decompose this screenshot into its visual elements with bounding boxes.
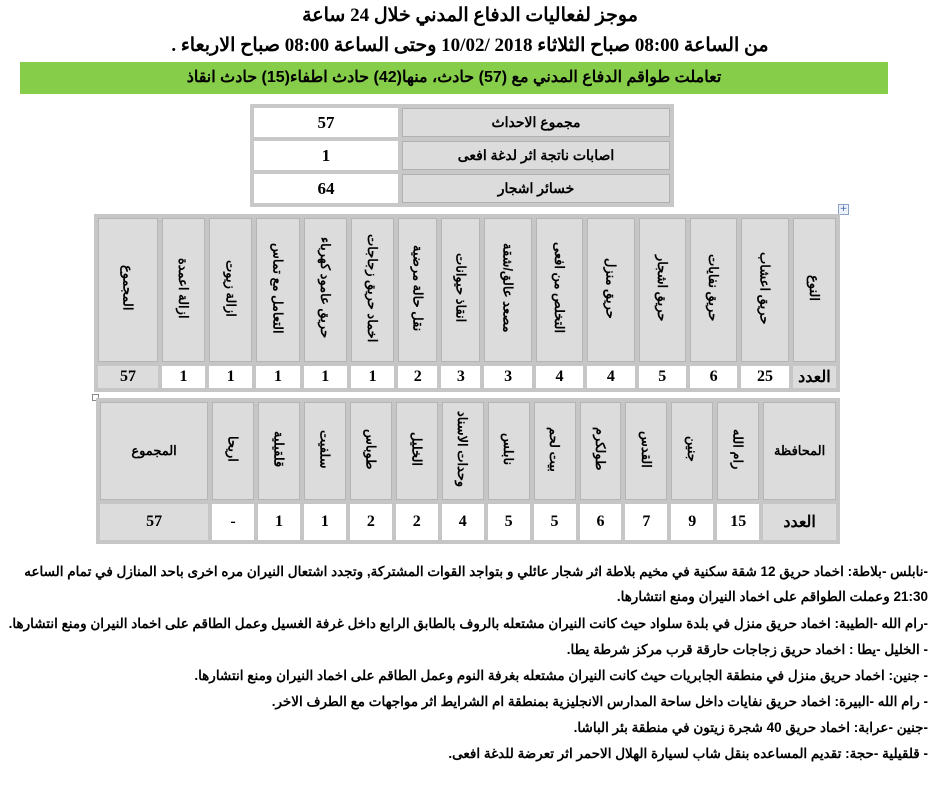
note-item: - رام الله -البيرة: اخماد حريق نفايات داخل ساحة المدارس الانجليزية بمنطقة ام الشرايط اثر مواجهات مع الطرف الاخر.: [271, 694, 928, 709]
type-label: ازالة زيوت: [223, 259, 239, 317]
note-item: - قلقيلية -حجة: تقديم المساعده بنقل شاب لسيارة الهلال الاحمر اثر تعرضة للدغة افعى.: [448, 746, 928, 761]
gov-header-cell: [580, 402, 622, 500]
gov-count: 6: [580, 504, 622, 540]
type-label: التخلص من افعى: [552, 242, 568, 334]
type-label: نقل حالة مرضية: [410, 244, 426, 332]
summary-table: [250, 104, 674, 207]
gov-header-cell: [671, 402, 713, 500]
gov-header-cell: [350, 402, 392, 500]
gov-count-row: [100, 504, 836, 540]
type-label: انقاذ حيوانات: [453, 253, 469, 323]
type-label: حريق نفايات: [706, 254, 722, 322]
type-label: مصعد عالق/شقة: [500, 243, 516, 333]
gov-label: الخليل: [409, 431, 425, 467]
gov-header-cell: [442, 402, 484, 500]
types-total-label: المجموع: [120, 265, 136, 311]
type-count: 6: [690, 366, 737, 388]
types-total: 57: [98, 366, 158, 388]
type-label: التعامل مع تماس: [270, 242, 286, 334]
type-header-cell: [639, 218, 686, 362]
type-label: حريق اشجار: [654, 254, 670, 322]
gov-total-label: المجموع: [100, 402, 208, 500]
gov-count: 9: [671, 504, 713, 540]
gov-header-cell: [396, 402, 438, 500]
summary-banner: تعاملت طواقم الدفاع المدني مع (57) حادث، منها(42) حادث اطفاء(15) حادث انقاذ: [20, 62, 888, 94]
type-header-cell: [587, 218, 634, 362]
gov-header-cell: [625, 402, 667, 500]
gov-count: 7: [625, 504, 667, 540]
type-count: 1: [304, 366, 347, 388]
summary-row: [254, 108, 670, 137]
type-header-cell: [690, 218, 737, 362]
summary-label: اصابات ناتجة اثر لدغة افعى: [402, 141, 670, 170]
gov-label: قلقيلية: [271, 430, 287, 468]
type-count: 4: [587, 366, 634, 388]
type-count: 1: [209, 366, 252, 388]
gov-header-row: [100, 402, 836, 500]
note-item: -جنين -عرابة: اخماد حريق 40 شجرة زيتون في منطقة بئر الباشا.: [573, 720, 928, 735]
gov-header-cell: [258, 402, 300, 500]
type-header-cell: [441, 218, 480, 362]
gov-label: نابلس: [501, 432, 517, 466]
gov-count: 5: [488, 504, 530, 540]
gov-row-header: المحافظة: [763, 402, 836, 500]
type-count: 3: [484, 366, 531, 388]
gov-label: رام الله: [730, 428, 746, 470]
type-header-cell: [484, 218, 531, 362]
summary-label: مجموع الاحداث: [402, 108, 670, 137]
gov-label: القدس: [638, 430, 654, 468]
governorates-table: [96, 398, 840, 544]
gov-header-cell: [717, 402, 759, 500]
gov-count: 5: [534, 504, 576, 540]
gov-count: 4: [442, 504, 484, 540]
note-item: -نابلس -بلاطة: اخماد حريق 12 شقة سكنية في مخيم بلاطة اثر شجار عائلي و بتواجد القوات المشتركة, وتجدد اشتعال النيران مره اخرى باحد المنازل في تمام الساعه 21:30 وعملت الطواقم على اخماد النيران ومنع انتشارها.: [24, 564, 928, 604]
summary-value: 64: [254, 174, 398, 203]
type-header-cell: [398, 218, 437, 362]
type-label: اخماد حريق زجاجات: [365, 233, 381, 343]
incident-notes: [8, 559, 928, 765]
gov-count: 15: [717, 504, 759, 540]
gov-count: 2: [396, 504, 438, 540]
gov-header-cell: [534, 402, 576, 500]
type-header-cell: [209, 218, 252, 362]
types-count-label: العدد: [793, 366, 836, 388]
type-label: ازالة اعمدة: [176, 257, 191, 319]
gov-label: سلفيت: [317, 429, 333, 469]
note-item: - جنين: اخماد حريق منزل في منطقة الجابريات حيث كانت النيران مشتعله بغرفة النوم وعمل الطاقم على اخماد النيران ومنع انتشارها.: [194, 668, 928, 683]
type-count: 2: [398, 366, 437, 388]
gov-total: 57: [100, 504, 208, 540]
report-period: من الساعة 08:00 صباح الثلاثاء 2018 /10/02 وحتى الساعة 08:00 صباح الاربعاء .: [171, 35, 769, 56]
note-item: -رام الله -الطيبة: اخماد حريق منزل في بلدة سلواد حيث كانت النيران مشتعله بالروف بالطابق الرابع داخل غرفة الغسيل وعمل الطاقم على اخماد النيران ومنع انتشارها.: [8, 616, 928, 631]
type-count: 1: [162, 366, 205, 388]
gov-label: اريحا: [225, 436, 241, 462]
types-total-header-cell: [98, 218, 158, 362]
note-item: - الخليل -يطا : اخماد حريق زجاجات حارقة قرب مركز شرطة يطا.: [566, 642, 928, 657]
type-header-cell: [536, 218, 583, 362]
summary-value: 57: [254, 108, 398, 137]
type-header-cell: [256, 218, 299, 362]
type-count: 1: [351, 366, 394, 388]
gov-label: وحدات الاسناد: [455, 410, 471, 488]
gov-label: جنين: [684, 436, 700, 462]
type-header-cell: [304, 218, 347, 362]
type-count: 25: [741, 366, 788, 388]
type-count: 4: [536, 366, 583, 388]
gov-count: 1: [258, 504, 300, 540]
incident-types-table: [94, 214, 840, 392]
summary-row: [254, 174, 670, 203]
type-header-cell: [162, 218, 205, 362]
report-title: موجز لفعاليات الدفاع المدني خلال 24 ساعة: [302, 5, 638, 26]
type-header-cell: [351, 218, 394, 362]
table-move-handle-icon[interactable]: +: [839, 204, 848, 214]
gov-header-cell: [212, 402, 254, 500]
type-label: حريق عامود كهرباء: [317, 237, 333, 339]
types-header-row: [98, 218, 836, 362]
gov-header-cell: [488, 402, 530, 500]
type-count: 5: [639, 366, 686, 388]
type-label: حريق منزل: [603, 257, 619, 319]
types-row-header: النوع: [806, 275, 822, 301]
gov-label: بيت لحم: [547, 426, 563, 472]
gov-header-cell: [304, 402, 346, 500]
gov-label: طوباس: [363, 428, 379, 470]
summary-row: [254, 141, 670, 170]
gov-label: طولكرم: [592, 427, 608, 471]
types-row-header-cell: [793, 218, 836, 362]
summary-label: خسائر اشجار: [402, 174, 670, 203]
type-count: 3: [441, 366, 480, 388]
type-header-cell: [741, 218, 788, 362]
type-count: 1: [256, 366, 299, 388]
types-count-row: [98, 366, 836, 388]
type-label: حريق اعشاب: [757, 251, 773, 325]
summary-value: 1: [254, 141, 398, 170]
gov-count: -: [212, 504, 254, 540]
gov-count: 2: [350, 504, 392, 540]
gov-count: 1: [304, 504, 346, 540]
gov-count-label: العدد: [763, 504, 836, 540]
